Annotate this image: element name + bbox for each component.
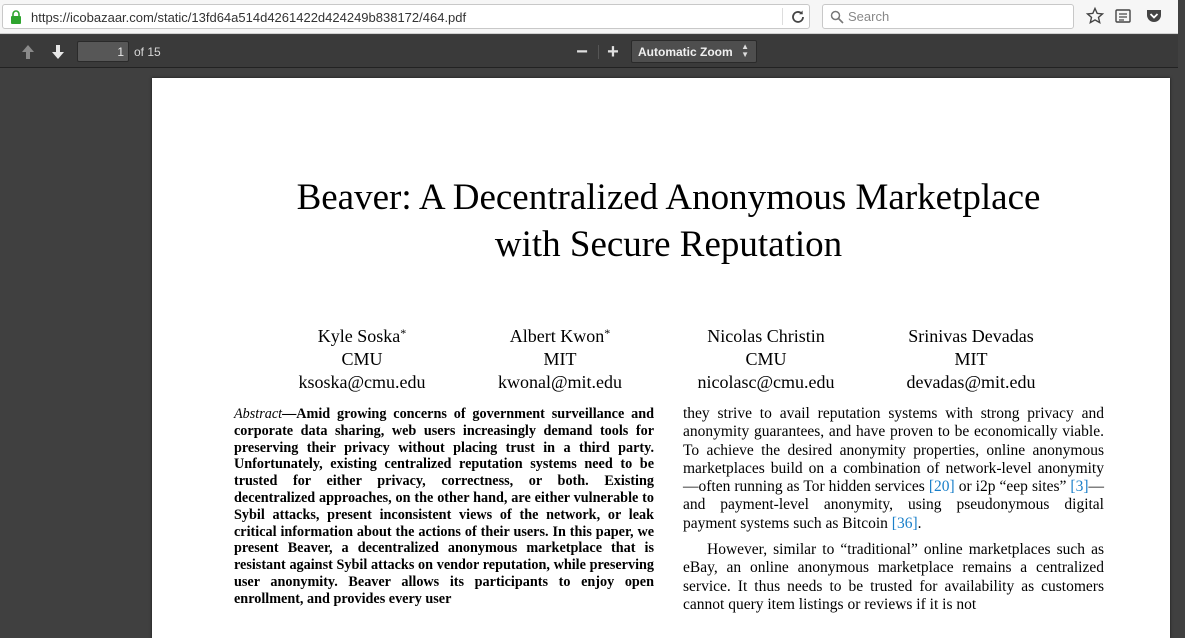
citation-link[interactable]: [36] [891, 514, 918, 532]
zoom-select[interactable] [631, 40, 757, 63]
search-icon [830, 10, 844, 24]
zoom-out-button[interactable] [572, 42, 592, 62]
author-email: devadas@mit.edu [906, 372, 1036, 392]
author-email: kwonal@mit.edu [497, 372, 623, 392]
author-block [666, 322, 866, 394]
browser-navbar [0, 0, 1178, 34]
search-box[interactable] [822, 4, 1074, 29]
author-affiliation: CMU [341, 349, 383, 369]
paper-title [152, 174, 1185, 268]
author-block [262, 322, 462, 394]
page-number-input[interactable] [77, 41, 129, 62]
zoom-select-label: Automatic Zoom [638, 45, 733, 59]
author-email: nicolasc@cmu.edu [697, 372, 835, 392]
author-name: Srinivas Devadas [908, 326, 1034, 346]
author-name: Kyle Soska [317, 326, 401, 346]
body-paragraph [683, 405, 1104, 533]
author-affiliation: CMU [745, 349, 787, 369]
page-count: of 15 [134, 45, 161, 59]
reload-icon[interactable] [790, 9, 806, 25]
author-affiliation: MIT [954, 349, 988, 369]
body-paragraph: However, similar to “traditional” online marketplaces such as eBay, an online anonymous marketplace remains a centralized service. It thus needs to be trusted for availability as customers cannot query item listings or reviews if it is not [683, 541, 1104, 613]
citation-link[interactable]: [3] [1070, 478, 1089, 496]
abstract [234, 406, 654, 608]
body-text: or i2p “eep sites” [954, 478, 1071, 496]
pdf-page [152, 78, 1170, 638]
author-name: Albert Kwon [509, 326, 605, 346]
url-bar[interactable] [2, 4, 810, 29]
author-block [871, 322, 1071, 394]
author-email: ksoska@cmu.edu [298, 372, 426, 392]
body-text: —and payment-level anonymity, using pseudonymous digital payment systems such as Bitcoin [683, 478, 1104, 532]
title-line-1: Beaver: A Decentralized Anonymous Marketplace [296, 177, 1041, 218]
author-mark: * [400, 326, 407, 340]
title-line-2: with Secure Reputation [494, 224, 843, 265]
abstract-text: —Amid growing concerns of government surveillance and corporate data sharing, web users increasingly demand tools for preserving their privacy without placing trust in a third party. Unfortunately, existing centralized reputation systems need to be trusted for either privacy, correctness, or both. Existing decentralized approaches, on the other hand, are either vulnerable to Sybil attacks, present inconsistent views of the network, or leak critical information about the actions of their users. In this paper, we present Beaver, a decentralized anonymous marketplace that is resistant against Sybil attacks on vendor reputation, while preserving user anonymity. Beaver allows its participants to enjoy open enrollment, and provides every user [234, 406, 654, 607]
arrow-down-icon [51, 44, 65, 60]
pdf-viewer[interactable] [0, 69, 1178, 613]
body-text: they strive to avail reputation systems with strong privacy and anonymity guarantees, and have proven to be economically viable. To achieve the desired anonymity properties, online anonymous marketplaces build on a combination of network-level anonymity—often running as Tor hidden services [683, 405, 1104, 496]
lock-icon [10, 10, 22, 24]
zoom-in-button[interactable] [603, 42, 623, 62]
url-divider [782, 8, 783, 25]
body-text: . [917, 514, 922, 532]
abstract-lead: Abstract [234, 406, 283, 422]
previous-page-button[interactable] [18, 42, 38, 62]
minus-icon: − [576, 41, 588, 63]
author-block [460, 322, 660, 394]
body-right-column [683, 405, 1104, 614]
author-affiliation: MIT [543, 349, 577, 369]
search-input[interactable] [848, 7, 1068, 26]
pocket-icon[interactable] [1145, 7, 1163, 25]
next-page-button[interactable] [48, 42, 68, 62]
toolbar-separator [598, 45, 599, 59]
select-arrows-icon: ▲ ▼ [741, 42, 749, 59]
citation-link[interactable]: [20] [928, 478, 955, 496]
pdf-toolbar [0, 35, 1178, 68]
bookmark-star-icon[interactable] [1086, 7, 1104, 25]
author-name: Nicolas Christin [707, 326, 825, 346]
arrow-up-icon [21, 44, 35, 60]
plus-icon: + [607, 41, 619, 63]
url-text[interactable]: https://icobazaar.com/static/13fd64a514d4261422d424249b838172/464.pdf [31, 10, 467, 25]
reading-list-icon[interactable] [1114, 7, 1132, 25]
author-mark: * [604, 326, 611, 340]
